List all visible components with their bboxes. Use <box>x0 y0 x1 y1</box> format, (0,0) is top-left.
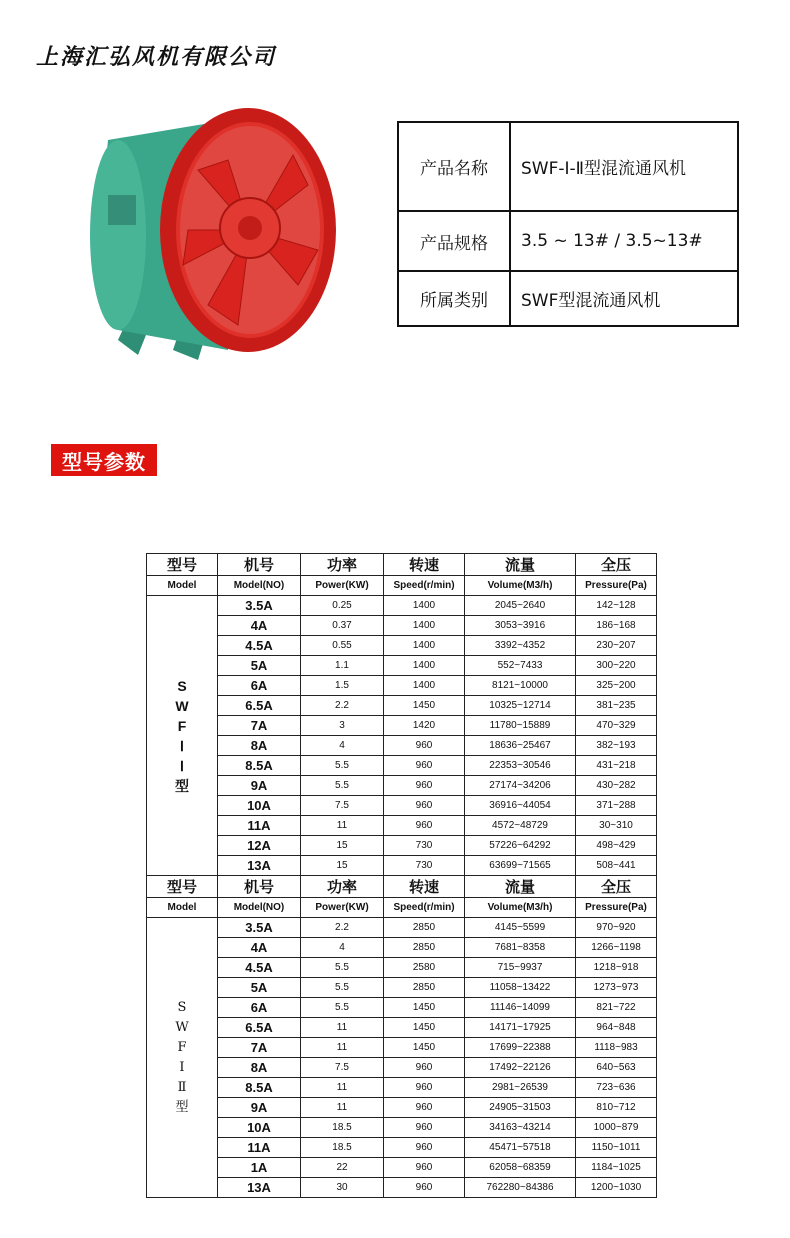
table-cell: 8121~10000 <box>465 676 576 696</box>
table-cell: 821~722 <box>576 998 657 1018</box>
column-header-en: Volume(M3/h) <box>465 898 576 918</box>
column-header: 流量 <box>465 876 576 898</box>
model-number-cell: 11A <box>218 816 301 836</box>
table-cell: 5.5 <box>301 756 384 776</box>
model-number-cell: 6.5A <box>218 1018 301 1038</box>
model-parameter-table <box>146 553 657 1198</box>
model-number-cell: 9A <box>218 1098 301 1118</box>
table-cell: 1450 <box>384 696 465 716</box>
table-row <box>147 978 657 998</box>
table-row <box>147 676 657 696</box>
column-header: 转速 <box>384 876 465 898</box>
table-cell: 2850 <box>384 938 465 958</box>
table-row <box>147 998 657 1018</box>
column-header: 机号 <box>218 554 301 576</box>
model-number-cell: 10A <box>218 1118 301 1138</box>
table-cell: 7.5 <box>301 1058 384 1078</box>
column-header-en: Model <box>147 898 218 918</box>
column-header: 转速 <box>384 554 465 576</box>
column-header-en: Power(KW) <box>301 576 384 596</box>
table-cell: 1420 <box>384 716 465 736</box>
table-cell: 3053~3916 <box>465 616 576 636</box>
table-cell: 4572~48729 <box>465 816 576 836</box>
table-row <box>147 716 657 736</box>
column-header-en: Speed(r/min) <box>384 576 465 596</box>
model-number-cell: 4.5A <box>218 958 301 978</box>
table-cell: 762280~84386 <box>465 1178 576 1198</box>
table-cell: 470~329 <box>576 716 657 736</box>
table-row <box>147 1018 657 1038</box>
model-number-cell: 9A <box>218 776 301 796</box>
table-cell: 0.55 <box>301 636 384 656</box>
table-cell: 22353~30546 <box>465 756 576 776</box>
table-cell: 11 <box>301 1098 384 1118</box>
header-row-cn <box>147 876 657 898</box>
table-row <box>147 1118 657 1138</box>
table-cell: 960 <box>384 736 465 756</box>
info-row-category <box>398 271 738 326</box>
column-header: 全压 <box>576 876 657 898</box>
table-cell: 11 <box>301 1038 384 1058</box>
model-number-cell: 5A <box>218 978 301 998</box>
table-cell: 382~193 <box>576 736 657 756</box>
table-cell: 2981~26539 <box>465 1078 576 1098</box>
table-row <box>147 616 657 636</box>
table-cell: 2045~2640 <box>465 596 576 616</box>
column-header: 功率 <box>301 876 384 898</box>
table-cell: 11 <box>301 1018 384 1038</box>
table-cell: 4145~5599 <box>465 918 576 938</box>
model-number-cell: 1A <box>218 1158 301 1178</box>
table-row <box>147 1178 657 1198</box>
model-number-cell: 3.5A <box>218 918 301 938</box>
table-cell: 715~9937 <box>465 958 576 978</box>
model-number-cell: 8A <box>218 736 301 756</box>
column-header-en: Speed(r/min) <box>384 898 465 918</box>
table-cell: 1450 <box>384 1038 465 1058</box>
table-cell: 63699~71565 <box>465 856 576 876</box>
column-header-en: Model <box>147 576 218 596</box>
column-header: 流量 <box>465 554 576 576</box>
table-cell: 960 <box>384 776 465 796</box>
table-cell: 1400 <box>384 616 465 636</box>
info-key: 产品规格 <box>398 211 510 271</box>
table-row <box>147 776 657 796</box>
table-cell: 1400 <box>384 596 465 616</box>
table-cell: 1118~983 <box>576 1038 657 1058</box>
table-row <box>147 1038 657 1058</box>
table-row <box>147 856 657 876</box>
model-number-cell: 4A <box>218 616 301 636</box>
table-cell: 15 <box>301 836 384 856</box>
table-cell: 11780~15889 <box>465 716 576 736</box>
table-cell: 17699~22388 <box>465 1038 576 1058</box>
model-number-cell: 8.5A <box>218 756 301 776</box>
table-cell: 960 <box>384 1118 465 1138</box>
table-cell: 18636~25467 <box>465 736 576 756</box>
model-number-cell: 6.5A <box>218 696 301 716</box>
info-value: SWF-Ⅰ-Ⅱ型混流通风机 <box>510 122 738 211</box>
table-cell: 11 <box>301 1078 384 1098</box>
table-cell: 5.5 <box>301 958 384 978</box>
table-row <box>147 756 657 776</box>
table-cell: 1200~1030 <box>576 1178 657 1198</box>
table-cell: 1273~973 <box>576 978 657 998</box>
table-row <box>147 1058 657 1078</box>
table-cell: 4 <box>301 938 384 958</box>
table-cell: 1184~1025 <box>576 1158 657 1178</box>
fan-product-image <box>78 100 343 365</box>
table-cell: 5.5 <box>301 998 384 1018</box>
product-info-table <box>397 121 739 327</box>
table-cell: 11 <box>301 816 384 836</box>
header-row-en <box>147 576 657 596</box>
model-number-cell: 11A <box>218 1138 301 1158</box>
table-cell: 18.5 <box>301 1118 384 1138</box>
table-cell: 5.5 <box>301 978 384 998</box>
column-header-en: Power(KW) <box>301 898 384 918</box>
model-group-label: S W F Ⅰ Ⅰ 型 <box>147 596 218 876</box>
table-cell: 24905~31503 <box>465 1098 576 1118</box>
header-row-cn <box>147 554 657 576</box>
column-header: 功率 <box>301 554 384 576</box>
table-cell: 36916~44054 <box>465 796 576 816</box>
table-cell: 17492~22126 <box>465 1058 576 1078</box>
table-row <box>147 958 657 978</box>
model-number-cell: 3.5A <box>218 596 301 616</box>
table-cell: 2.2 <box>301 696 384 716</box>
table-cell: 62058~68359 <box>465 1158 576 1178</box>
table-cell: 30 <box>301 1178 384 1198</box>
table-cell: 430~282 <box>576 776 657 796</box>
info-row-name <box>398 122 738 211</box>
table-cell: 57226~64292 <box>465 836 576 856</box>
table-cell: 2850 <box>384 918 465 938</box>
table-cell: 7.5 <box>301 796 384 816</box>
table-cell: 325~200 <box>576 676 657 696</box>
model-number-cell: 6A <box>218 676 301 696</box>
model-number-cell: 10A <box>218 796 301 816</box>
table-cell: 0.37 <box>301 616 384 636</box>
table-cell: 14171~17925 <box>465 1018 576 1038</box>
table-row <box>147 938 657 958</box>
table-row <box>147 796 657 816</box>
table-row <box>147 1138 657 1158</box>
table-cell: 960 <box>384 1098 465 1118</box>
table-cell: 2850 <box>384 978 465 998</box>
model-number-cell: 7A <box>218 716 301 736</box>
info-key: 所属类别 <box>398 271 510 326</box>
table-row <box>147 596 657 616</box>
table-cell: 15 <box>301 856 384 876</box>
model-number-cell: 12A <box>218 836 301 856</box>
info-key: 产品名称 <box>398 122 510 211</box>
table-cell: 10325~12714 <box>465 696 576 716</box>
table-cell: 2580 <box>384 958 465 978</box>
table-cell: 730 <box>384 836 465 856</box>
table-cell: 1400 <box>384 656 465 676</box>
table-cell: 960 <box>384 1058 465 1078</box>
table-cell: 1.5 <box>301 676 384 696</box>
column-header-en: Volume(M3/h) <box>465 576 576 596</box>
model-number-cell: 13A <box>218 1178 301 1198</box>
table-cell: 5.5 <box>301 776 384 796</box>
table-cell: 45471~57518 <box>465 1138 576 1158</box>
section-title: 型号参数 <box>51 444 157 476</box>
table-cell: 960 <box>384 796 465 816</box>
table-cell: 1150~1011 <box>576 1138 657 1158</box>
table-cell: 186~168 <box>576 616 657 636</box>
table-cell: 1.1 <box>301 656 384 676</box>
table-cell: 18.5 <box>301 1138 384 1158</box>
table-cell: 4 <box>301 736 384 756</box>
table-cell: 508~441 <box>576 856 657 876</box>
table-cell: 1266~1198 <box>576 938 657 958</box>
table-cell: 142~128 <box>576 596 657 616</box>
table-cell: 230~207 <box>576 636 657 656</box>
company-name: 上海汇弘风机有限公司 <box>36 44 277 70</box>
column-header-en: Model(NO) <box>218 576 301 596</box>
table-cell: 640~563 <box>576 1058 657 1078</box>
column-header: 型号 <box>147 554 218 576</box>
table-cell: 1450 <box>384 1018 465 1038</box>
table-row <box>147 836 657 856</box>
table-cell: 1400 <box>384 676 465 696</box>
table-row <box>147 1158 657 1178</box>
table-cell: 960 <box>384 816 465 836</box>
table-cell: 7681~8358 <box>465 938 576 958</box>
table-cell: 730 <box>384 856 465 876</box>
table-cell: 34163~43214 <box>465 1118 576 1138</box>
table-cell: 960 <box>384 1158 465 1178</box>
table-cell: 810~712 <box>576 1098 657 1118</box>
table-cell: 2.2 <box>301 918 384 938</box>
model-number-cell: 4.5A <box>218 636 301 656</box>
table-cell: 431~218 <box>576 756 657 776</box>
model-number-cell: 8A <box>218 1058 301 1078</box>
column-header: 机号 <box>218 876 301 898</box>
table-cell: 381~235 <box>576 696 657 716</box>
model-number-cell: 7A <box>218 1038 301 1058</box>
model-number-cell: 4A <box>218 938 301 958</box>
table-row <box>147 736 657 756</box>
table-row <box>147 656 657 676</box>
table-cell: 11146~14099 <box>465 998 576 1018</box>
model-number-cell: 8.5A <box>218 1078 301 1098</box>
table-row <box>147 918 657 938</box>
column-header: 全压 <box>576 554 657 576</box>
table-cell: 1400 <box>384 636 465 656</box>
table-cell: 1000~879 <box>576 1118 657 1138</box>
model-group-label: S W F Ⅰ Ⅱ 型 <box>147 918 218 1198</box>
table-row <box>147 816 657 836</box>
column-header-en: Pressure(Pa) <box>576 898 657 918</box>
table-row <box>147 696 657 716</box>
table-cell: 970~920 <box>576 918 657 938</box>
table-cell: 552~7433 <box>465 656 576 676</box>
table-cell: 3392~4352 <box>465 636 576 656</box>
model-number-cell: 13A <box>218 856 301 876</box>
column-header: 型号 <box>147 876 218 898</box>
table-cell: 960 <box>384 1138 465 1158</box>
table-cell: 964~848 <box>576 1018 657 1038</box>
table-cell: 723~636 <box>576 1078 657 1098</box>
table-row <box>147 636 657 656</box>
table-cell: 3 <box>301 716 384 736</box>
table-cell: 22 <box>301 1158 384 1178</box>
table-cell: 1218~918 <box>576 958 657 978</box>
column-header-en: Pressure(Pa) <box>576 576 657 596</box>
table-cell: 1450 <box>384 998 465 1018</box>
table-cell: 27174~34206 <box>465 776 576 796</box>
table-cell: 300~220 <box>576 656 657 676</box>
table-cell: 371~288 <box>576 796 657 816</box>
model-number-cell: 5A <box>218 656 301 676</box>
table-cell: 960 <box>384 1178 465 1198</box>
model-number-cell: 6A <box>218 998 301 1018</box>
header-row-en <box>147 898 657 918</box>
table-cell: 960 <box>384 1078 465 1098</box>
table-row <box>147 1098 657 1118</box>
info-row-spec <box>398 211 738 271</box>
info-value: SWF型混流通风机 <box>510 271 738 326</box>
table-row <box>147 1078 657 1098</box>
table-cell: 0.25 <box>301 596 384 616</box>
table-cell: 498~429 <box>576 836 657 856</box>
table-cell: 11058~13422 <box>465 978 576 998</box>
table-cell: 960 <box>384 756 465 776</box>
table-cell: 30~310 <box>576 816 657 836</box>
column-header-en: Model(NO) <box>218 898 301 918</box>
info-value: 3.5 ~ 13# / 3.5~13# <box>510 211 738 271</box>
